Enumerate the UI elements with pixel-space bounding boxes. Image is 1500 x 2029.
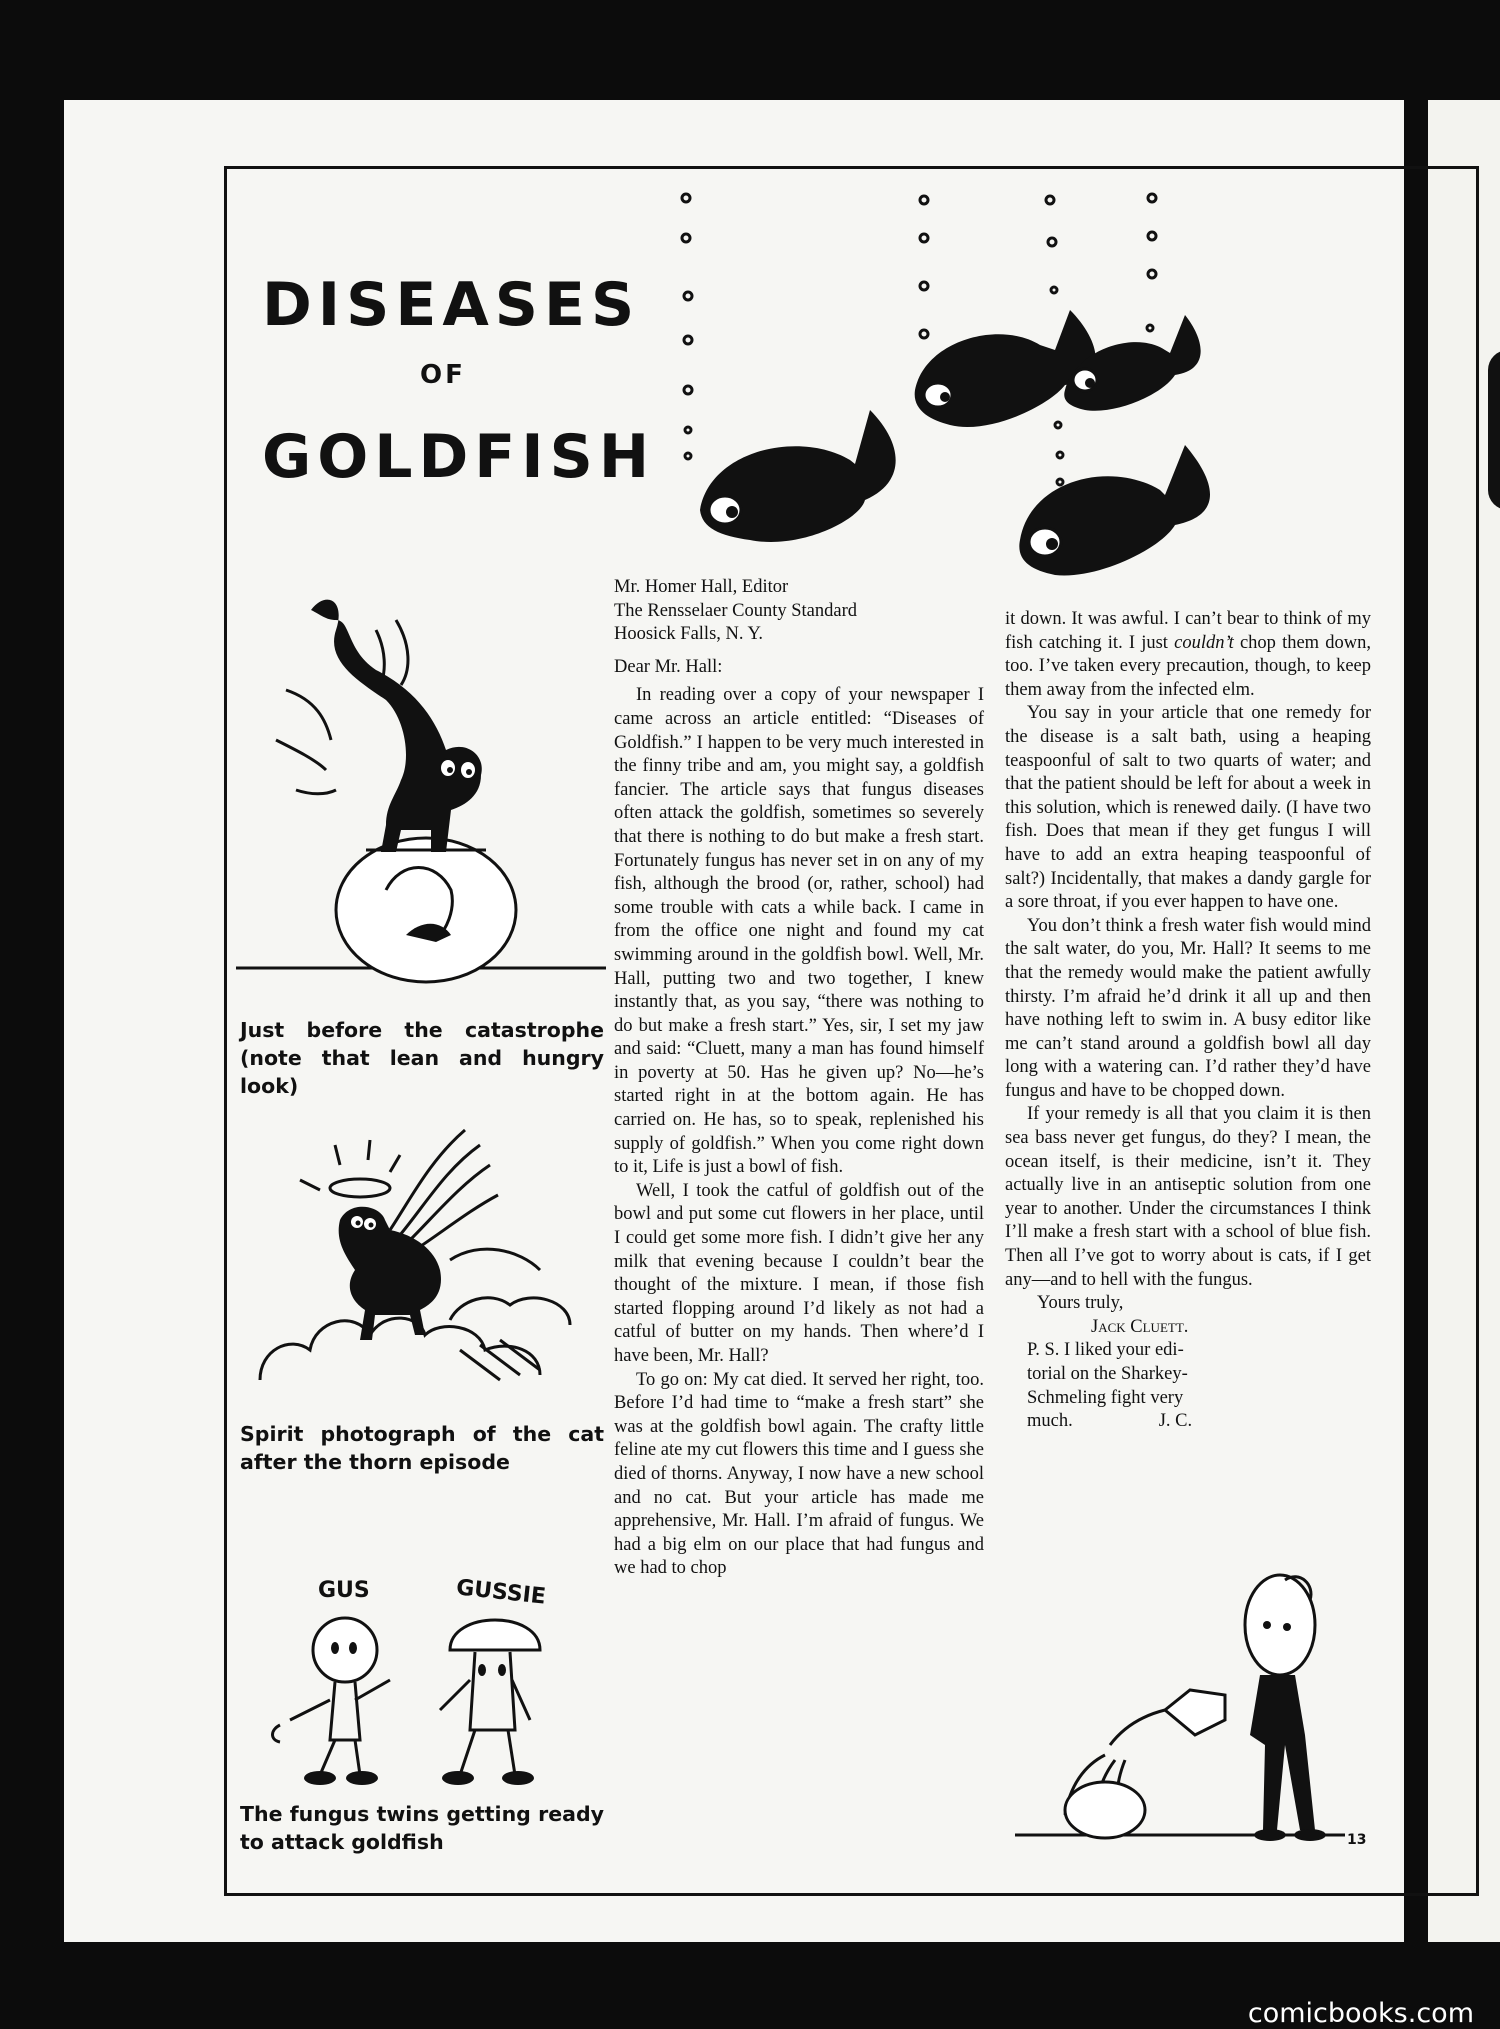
letter-paragraph: Well, I took the catful of goldfish out of the bowl and put some cut flowers in her place, until I could get some more fish. I didn’t give her any milk that evening because I couldn’t bear the thought of the mixture. I mean, if those fish started flopping around I’d likely as not had a catful of butter on my hands. Then where’d I have been, Mr. Hall? <box>614 1180 984 1366</box>
fungus-twins-illustration <box>250 1590 580 1790</box>
title-line-1: DISEASES <box>262 270 641 340</box>
italic-word: couldn’t <box>1174 632 1234 653</box>
caption-spirit-cat: Spirit photograph of the cat after the thorn episode <box>240 1422 604 1474</box>
letter-paragraph: In reading over a copy of your newspaper I came across an article entitled: “Diseases of Goldfish.” I happen to be very much interested in the finny tribe and am, you might say, a goldfish fancier. The article says that fungus diseases often attack the goldfish, sometimes so severely that there is nothing to do but make a fresh start. Fortunately fungus has never set in on any of my fish, although the brood (or, rather, school) had some trouble with cats a while back. I came in from the office one night and found my cat swimming around in the goldfish bowl. Well, Mr. Hall, putting two and two together, I knew instantly that, as you say, “there was nothing to do but make a fresh start.” Yes, sir, I set my jaw and said: “Cluett, many a man has found himself in poverty at 50. Has he given up? No—he’s started right in at the bottom again. He has carried on. He has, so to speak, replenished his supply of goldfish.” When you come right down to it, Life is just a bowl of fish. <box>614 685 984 1178</box>
address-line: Hoosick Falls, N. Y. <box>614 624 764 645</box>
postscript <box>1005 1339 1371 1433</box>
postscript-line <box>1027 1410 1371 1434</box>
address-line: The Rensselaer County Standard <box>614 600 858 621</box>
postscript-initials: J. C. <box>1158 1411 1193 1432</box>
letter-address <box>614 576 984 647</box>
postscript-end: much. <box>1027 1411 1073 1432</box>
postscript-line: torial on the Sharkey- <box>1027 1364 1188 1384</box>
letter-paragraph: If your remedy is all that you claim it is then sea bass never get fungus, do they? I mean, the ocean itself, is their medicine, isn’t it. They actually live in an antiseptic solution from one year to another. Under the circumstances I think I’ll make a fresh start with a school of blue fish. Then all I’ve got to worry about is cats, if I get any—and to hell with the fungus. <box>1005 1104 1371 1290</box>
salutation: Dear Mr. Hall: <box>614 656 723 677</box>
text-run: chop them down, too. I’ve taken every precaution, though, to keep them away from the infected elm. <box>1005 632 1371 700</box>
address-line: Mr. Homer Hall, Editor <box>614 577 789 597</box>
page-number: 13 <box>1347 1832 1367 1848</box>
letter-paragraph: To go on: My cat died. It served her right, too. Before I’d had time to “make a fresh start” she was at the goldfish bowl again. The crafty little feline ate my cut flowers this time and I guess she died of thorns. Anyway, I now have a new school and no cat. But your article has made me apprehensive, Mr. Hall. I’m afraid of fungus. We had a big elm on our place that had fungus and we had to chop <box>614 1369 984 1579</box>
twin-label-gussie: GUSSIE <box>454 1575 547 1610</box>
title-line-3: GOLDFISH <box>262 422 656 492</box>
caption-fungus-twins: The fungus twins getting ready to attack goldfish <box>240 1802 604 1854</box>
caption-cat-bowl: Just before the catastrophe (note that lean and hungry look) <box>240 1018 604 1098</box>
twin-label-gus: GUS <box>318 1578 370 1603</box>
fish-illustration <box>640 180 1230 590</box>
title-line-2: OF <box>420 360 466 390</box>
postscript-line: P. S. I liked your edi- <box>1027 1340 1184 1361</box>
letter-paragraph-continued <box>1005 608 1371 702</box>
letter-paragraph: You say in your article that one remedy for the disease is a salt bath, using a heaping teaspoonful of salt to two quarts of water; and that the patient should be left for about a week in this solution, which is renewed daily. (I have two fish. Does that mean if they get fungus I will have to add an extra heaping teaspoonful of salt?) Incidentally, that makes a dandy gargle for a sore throat, if you ever happen to have one. <box>1005 703 1371 913</box>
letter-column-2 <box>1005 608 1371 1434</box>
spirit-cat-illustration <box>240 1120 600 1405</box>
postscript-line: Schmeling fight very <box>1027 1387 1184 1408</box>
cat-on-fishbowl-illustration <box>236 590 606 1000</box>
man-watering-fishbowl-illustration <box>1015 1545 1380 1870</box>
closing: Yours truly, <box>1037 1293 1124 1314</box>
letter-column-1 <box>614 576 984 1581</box>
letter-paragraph: You don’t think a fresh water fish would mind the salt water, do you, Mr. Hall? It seems to me that the remedy would make the patient awfully thirsty. I’m afraid he’d drink it all up and then have nothing left to swim in. A busy editor like me can’t stand around a goldfish bowl all day long with a watering can. I’d rather they’d have fungus and have to be chopped down. <box>1005 915 1371 1101</box>
watermark: comicbooks.com <box>1247 1998 1474 2029</box>
text-run: it down. It was awful. I can’t bear to think of my fish catching it. I just <box>1005 609 1371 653</box>
signature: Jack Cluett. <box>1091 1316 1189 1337</box>
